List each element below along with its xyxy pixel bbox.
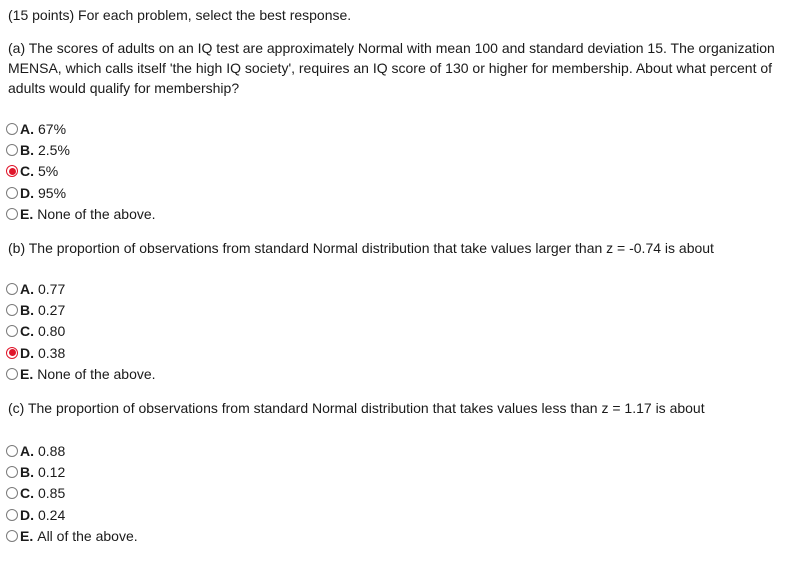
- radio-button[interactable]: [6, 144, 18, 156]
- question-c-option-d[interactable]: [6, 504, 138, 525]
- question-c-prompt: (c) The proportion of observations from standard Normal distribution that takes values less than z = 1.17 is about: [8, 400, 705, 416]
- question-c-option-e[interactable]: [6, 525, 138, 546]
- question-c-options: [6, 440, 138, 546]
- radio-button[interactable]: [6, 208, 18, 220]
- question-b-option-a[interactable]: [6, 278, 156, 299]
- radio-button[interactable]: [6, 283, 18, 295]
- radio-button[interactable]: [6, 187, 18, 199]
- option-text: All of the above.: [37, 527, 138, 544]
- option-letter: C.: [20, 485, 34, 502]
- radio-button[interactable]: [6, 445, 18, 457]
- option-letter: B.: [20, 463, 34, 480]
- question-b-option-e[interactable]: [6, 363, 156, 384]
- question-b-option-b[interactable]: [6, 299, 156, 320]
- radio-button[interactable]: [6, 325, 18, 337]
- radio-button[interactable]: [6, 123, 18, 135]
- option-text: 0.24: [38, 506, 66, 523]
- radio-button[interactable]: [6, 466, 18, 478]
- option-text: 0.12: [38, 463, 66, 480]
- problem-header: (15 points) For each problem, select the best response.: [8, 7, 352, 23]
- option-text: 95%: [38, 184, 67, 201]
- radio-button[interactable]: [6, 304, 18, 316]
- question-b-option-d[interactable]: [6, 342, 156, 363]
- option-letter: B.: [20, 301, 34, 318]
- option-text: 5%: [38, 163, 59, 180]
- radio-button[interactable]: [6, 347, 18, 359]
- option-letter: E.: [20, 205, 34, 222]
- question-a-option-a[interactable]: [6, 118, 156, 139]
- radio-button[interactable]: [6, 530, 18, 542]
- option-text: None of the above.: [37, 365, 156, 382]
- option-letter: E.: [20, 527, 34, 544]
- question-b-prompt: (b) The proportion of observations from standard Normal distribution that take values larger than z = -0.74 is about: [8, 240, 714, 256]
- option-letter: B.: [20, 141, 34, 158]
- question-a-options: [6, 118, 156, 224]
- question-a-option-d[interactable]: [6, 182, 156, 203]
- question-a-option-b[interactable]: [6, 139, 156, 160]
- radio-button[interactable]: [6, 368, 18, 380]
- radio-button[interactable]: [6, 165, 18, 177]
- option-letter: C.: [20, 323, 34, 340]
- option-letter: D.: [20, 506, 34, 523]
- question-c-option-c[interactable]: [6, 483, 138, 504]
- option-letter: A.: [20, 280, 34, 297]
- option-letter: A.: [20, 120, 34, 137]
- question-c-option-b[interactable]: [6, 461, 138, 482]
- option-letter: A.: [20, 442, 34, 459]
- question-a-option-c[interactable]: [6, 161, 156, 182]
- radio-button[interactable]: [6, 509, 18, 521]
- question-a-prompt: (a) The scores of adults on an IQ test are approximately Normal with mean 100 and standard deviation 15. The organization MENSA, which calls itself 'the high IQ society', requires an IQ score of 130 or higher for membership. About what percent of adults would qualify for membership?: [8, 40, 775, 96]
- option-text: 0.88: [38, 442, 66, 459]
- option-letter: D.: [20, 344, 34, 361]
- question-a-option-e[interactable]: [6, 203, 156, 224]
- option-text: 0.80: [38, 323, 66, 340]
- option-text: 0.77: [38, 280, 66, 297]
- radio-button[interactable]: [6, 487, 18, 499]
- option-letter: D.: [20, 184, 34, 201]
- option-text: 0.38: [38, 344, 66, 361]
- option-text: 2.5%: [38, 141, 70, 158]
- option-letter: C.: [20, 163, 34, 180]
- option-text: 0.85: [38, 485, 66, 502]
- question-c-option-a[interactable]: [6, 440, 138, 461]
- option-letter: E.: [20, 365, 34, 382]
- option-text: 67%: [38, 120, 67, 137]
- option-text: None of the above.: [37, 205, 156, 222]
- question-b-option-c[interactable]: [6, 321, 156, 342]
- question-b-options: [6, 278, 156, 384]
- option-text: 0.27: [38, 301, 66, 318]
